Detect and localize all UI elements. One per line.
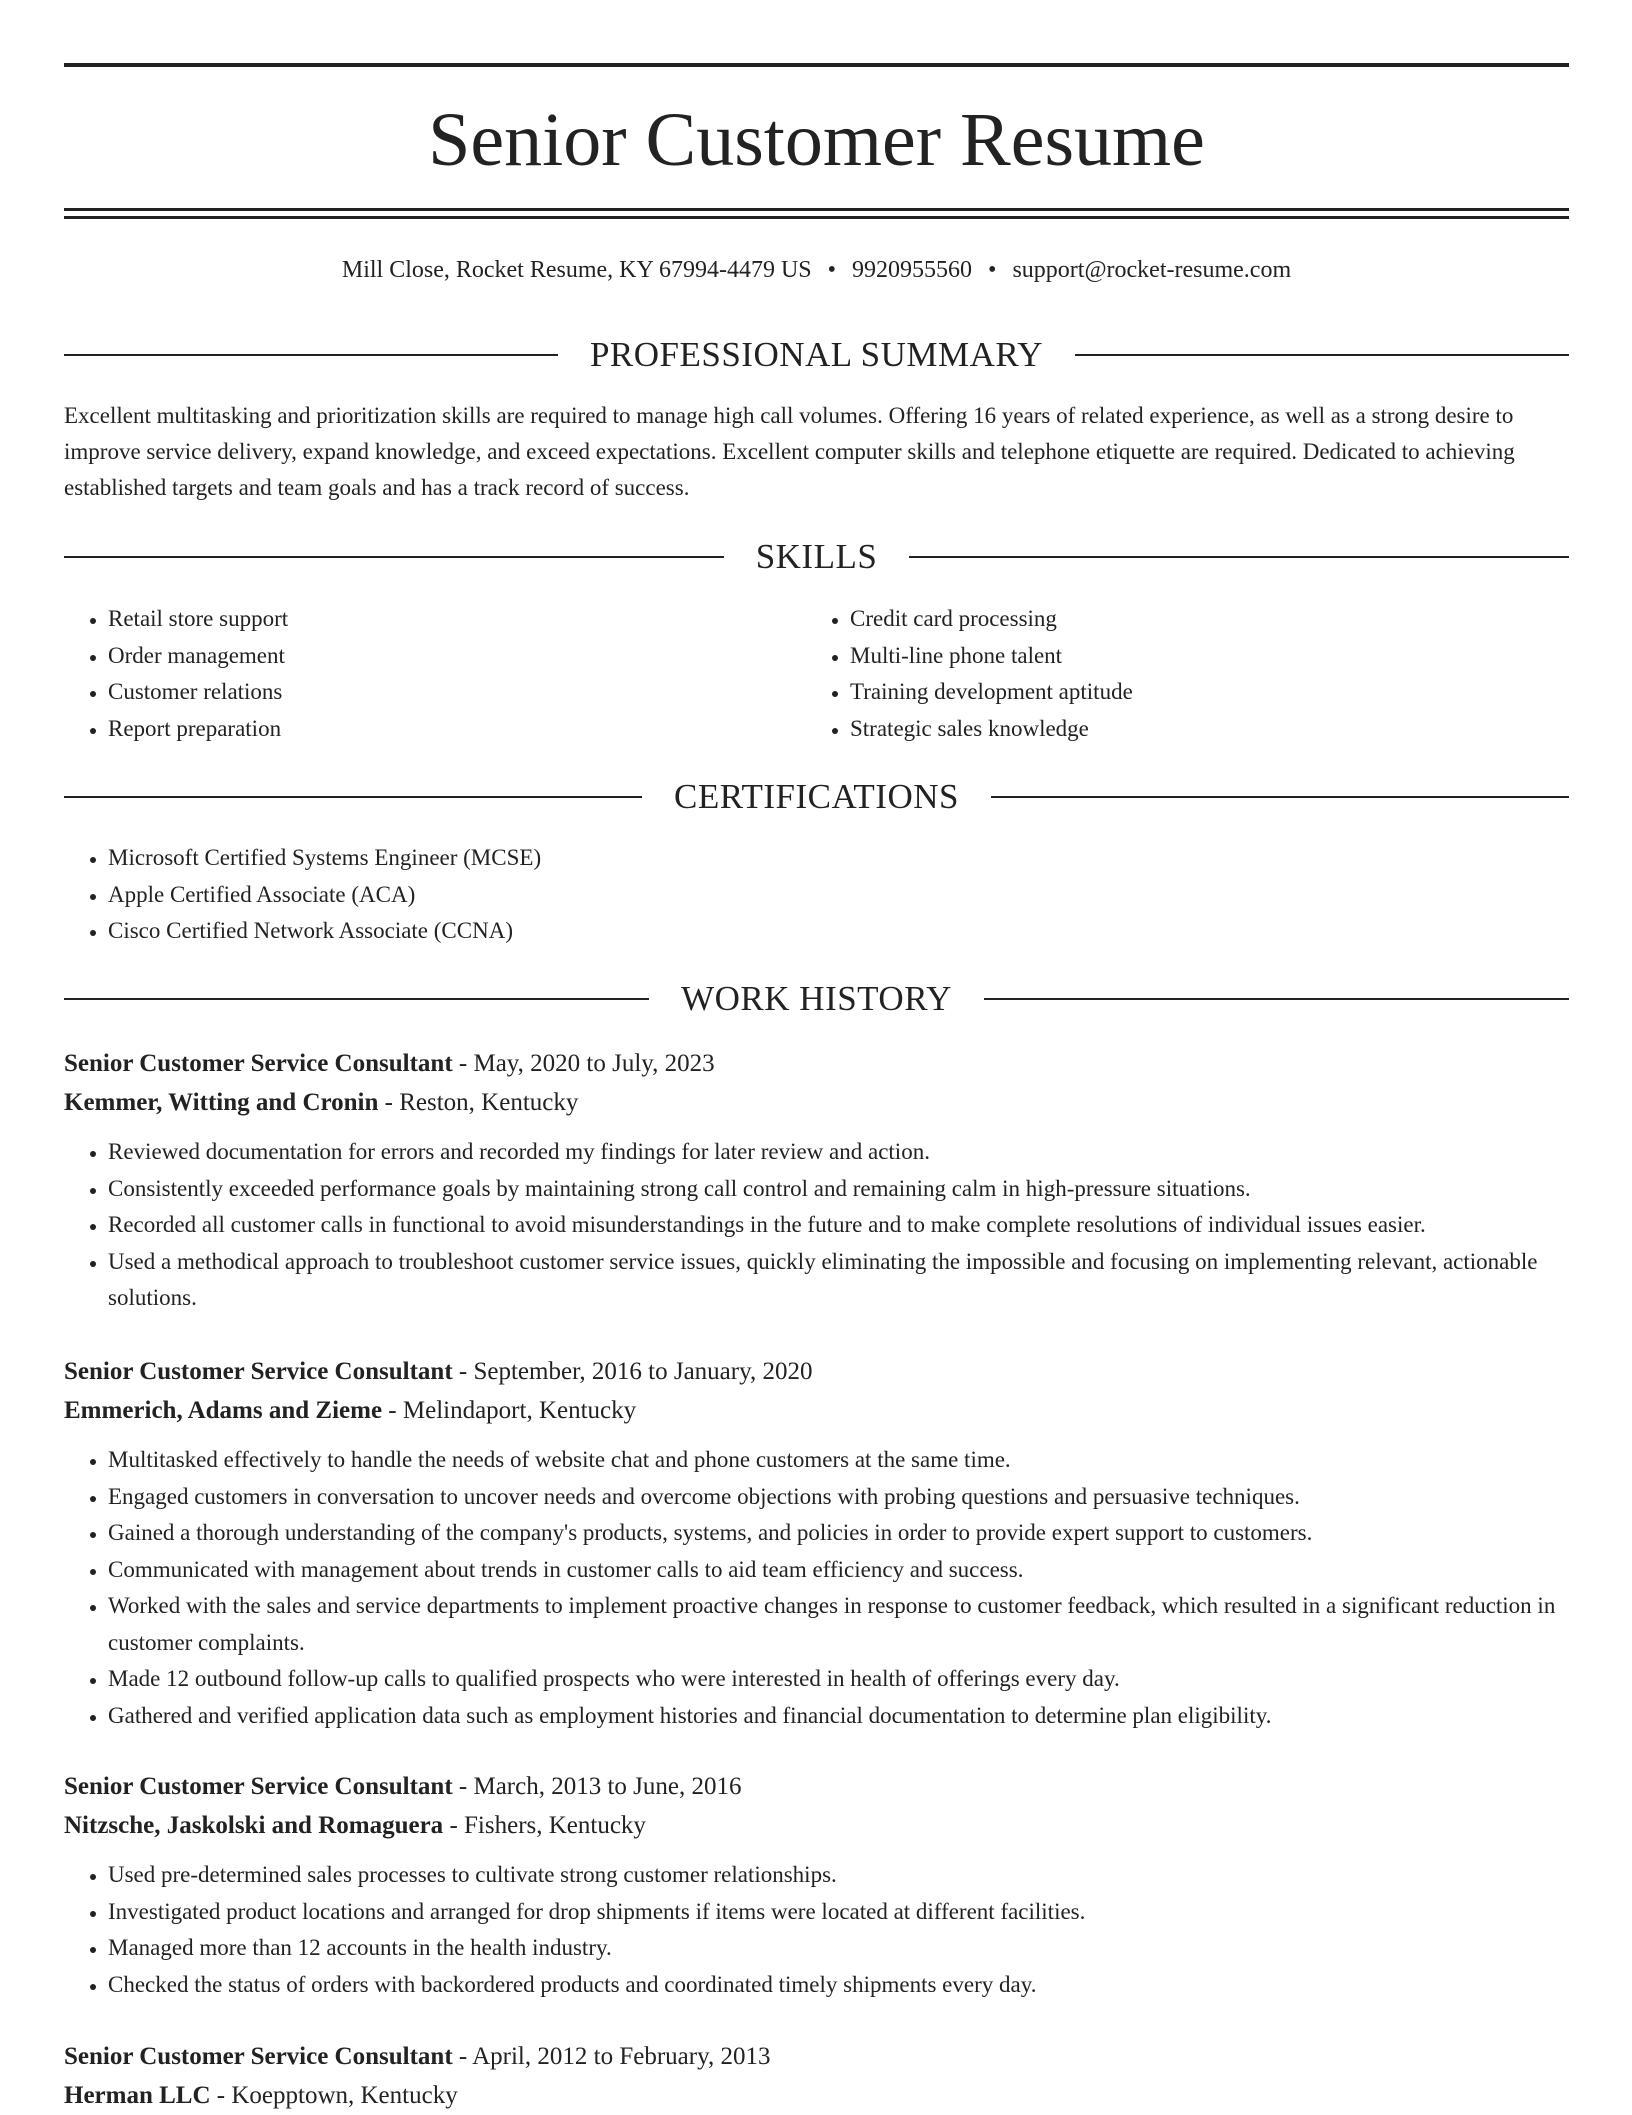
section-title: CERTIFICATIONS bbox=[674, 777, 959, 816]
job-employer-line bbox=[64, 1392, 1569, 1430]
skill-item: • Credit card processing bbox=[850, 601, 1550, 638]
job-duty: • Investigated product locations and arranged for drop shipments if items were located at different facilities. bbox=[108, 1894, 1569, 1931]
heading-rule bbox=[64, 796, 642, 798]
job-duty: • Consistently exceeded performance goals by maintaining strong call control and remaining calm in high-pressure situations. bbox=[108, 1171, 1569, 1208]
contact-line bbox=[64, 254, 1569, 286]
contact-separator: • bbox=[988, 257, 997, 283]
skill-item: • Retail store support bbox=[108, 601, 808, 638]
job-title: Senior Customer Service Consultant bbox=[64, 1050, 453, 1077]
heading-rule bbox=[991, 796, 1569, 798]
job-duty: • Reviewed documentation for errors and recorded my findings for later review and action. bbox=[108, 1134, 1569, 1171]
job-employer: Herman LLC bbox=[64, 2082, 211, 2109]
section-title: WORK HISTORY bbox=[681, 979, 952, 1018]
job-dates: - May, 2020 to July, 2023 bbox=[452, 1050, 715, 1077]
job-duties-list bbox=[64, 1857, 1569, 2003]
section-heading-summary bbox=[64, 333, 1569, 377]
job-duties-list bbox=[64, 1134, 1569, 1317]
job-role-line bbox=[64, 1352, 1569, 1392]
skill-item: • Report preparation bbox=[108, 711, 808, 748]
resume-title: Senior Customer Resume bbox=[428, 98, 1205, 182]
heading-rule bbox=[64, 998, 649, 1000]
job-duty: • Communicated with management about trends in customer calls to aid team efficiency and success. bbox=[108, 1552, 1569, 1589]
summary-paragraph: Excellent multitasking and prioritization skills are required to manage high call volumes. Offering 16 years of related experience, as well as a strong desire to improve service delivery, expand knowledge, and exceed expectations. Excellent computer skills and telephone etiquette are required. Dedicated to achieving established targets and team goals and has a track record of success. bbox=[64, 403, 1515, 500]
job-employer: Emmerich, Adams and Zieme bbox=[64, 1397, 383, 1424]
job-duty: • Made 12 outbound follow-up calls to qualified prospects who were interested in health of offerings every day. bbox=[108, 1661, 1569, 1698]
title-underline-2 bbox=[64, 216, 1569, 219]
job-employer: Kemmer, Witting and Cronin bbox=[64, 1089, 379, 1116]
title-underline-1 bbox=[64, 208, 1569, 211]
job-location: - Melindaport, Kentucky bbox=[382, 1397, 637, 1424]
job-duty: • Engaged customers in conversation to uncover needs and overcome objections with probing questions and persuasive techniques. bbox=[108, 1479, 1569, 1516]
job-duty: • Used pre-determined sales processes to cultivate strong customer relationships. bbox=[108, 1857, 1569, 1894]
skill-item: • Order management bbox=[108, 638, 808, 675]
job-duty: • Used a methodical approach to troubleshoot customer service issues, quickly eliminating the impossible and focusing on implementing relevant, actionable solutions. bbox=[108, 1244, 1569, 1317]
job-dates: - April, 2012 to February, 2013 bbox=[452, 2043, 771, 2070]
job-location: - Reston, Kentucky bbox=[378, 1089, 579, 1116]
job-role-line bbox=[64, 2037, 1569, 2077]
section-title: PROFESSIONAL SUMMARY bbox=[589, 335, 1044, 374]
job-entry bbox=[64, 1044, 1569, 1317]
skill-item: • Multi-line phone talent bbox=[850, 638, 1550, 675]
heading-rule bbox=[64, 556, 724, 558]
job-title: Senior Customer Service Consultant bbox=[64, 1773, 453, 1800]
job-duty: • Gained a thorough understanding of the company's products, systems, and policies in order to provide expert support to customers. bbox=[108, 1515, 1569, 1552]
job-duties-list bbox=[64, 1442, 1569, 1734]
contact-email: support@rocket-resume.com bbox=[1012, 257, 1292, 283]
job-employer-line bbox=[64, 1084, 1569, 1122]
skill-item: • Strategic sales knowledge bbox=[850, 711, 1550, 748]
heading-rule bbox=[909, 556, 1569, 558]
section-heading-certifications bbox=[64, 775, 1569, 819]
job-location: - Fishers, Kentucky bbox=[443, 1812, 646, 1839]
job-dates: - March, 2013 to June, 2016 bbox=[452, 1773, 742, 1800]
job-duty: • Recorded all customer calls in functional to avoid misunderstandings in the future and to make complete resolutions of individual issues easier. bbox=[108, 1207, 1569, 1244]
job-dates: - September, 2016 to January, 2020 bbox=[452, 1358, 813, 1385]
contact-separator: • bbox=[827, 257, 837, 283]
skills-list-left bbox=[64, 601, 808, 747]
heading-rule bbox=[1075, 354, 1569, 356]
certifications-list bbox=[64, 840, 1613, 950]
contact-address: Mill Close, Rocket Resume, KY 67994-4479 US bbox=[341, 257, 812, 283]
job-entry bbox=[64, 1767, 1569, 2003]
job-entry bbox=[64, 2037, 1569, 2115]
job-role-line bbox=[64, 1767, 1569, 1807]
certification-item: • Apple Certified Associate (ACA) bbox=[108, 877, 1613, 914]
job-duty: • Checked the status of orders with backordered products and coordinated timely shipments every day. bbox=[108, 1967, 1569, 2004]
certification-item: • Cisco Certified Network Associate (CCNA) bbox=[108, 913, 1613, 950]
heading-rule bbox=[984, 998, 1569, 1000]
section-title: SKILLS bbox=[755, 537, 878, 576]
skill-item: • Customer relations bbox=[108, 674, 808, 711]
heading-rule bbox=[64, 354, 558, 356]
job-duty: • Multitasked effectively to handle the needs of website chat and phone customers at the same time. bbox=[108, 1442, 1569, 1479]
top-rule bbox=[64, 63, 1569, 67]
job-employer-line bbox=[64, 1807, 1569, 1845]
job-title: Senior Customer Service Consultant bbox=[64, 1358, 453, 1385]
job-employer: Nitzsche, Jaskolski and Romaguera bbox=[64, 1812, 444, 1839]
skills-list-right bbox=[806, 601, 1550, 747]
job-duty: • Managed more than 12 accounts in the health industry. bbox=[108, 1930, 1569, 1967]
job-duty: • Gathered and verified application data such as employment histories and financial documentation to determine plan eligibility. bbox=[108, 1698, 1569, 1735]
contact-phone: 9920955560 bbox=[852, 257, 973, 283]
job-location: - Koepptown, Kentucky bbox=[210, 2082, 458, 2109]
job-employer-line bbox=[64, 2077, 1569, 2115]
section-heading-work-history bbox=[64, 977, 1569, 1021]
section-heading-skills bbox=[64, 535, 1569, 579]
certification-item: • Microsoft Certified Systems Engineer (MCSE) bbox=[108, 840, 1613, 877]
job-entry bbox=[64, 1352, 1569, 1734]
job-duty: • Worked with the sales and service departments to implement proactive changes in response to customer feedback, which resulted in a significant reduction in customer complaints. bbox=[108, 1588, 1569, 1661]
job-title: Senior Customer Service Consultant bbox=[64, 2043, 453, 2070]
skill-item: • Training development aptitude bbox=[850, 674, 1550, 711]
job-role-line bbox=[64, 1044, 1569, 1084]
